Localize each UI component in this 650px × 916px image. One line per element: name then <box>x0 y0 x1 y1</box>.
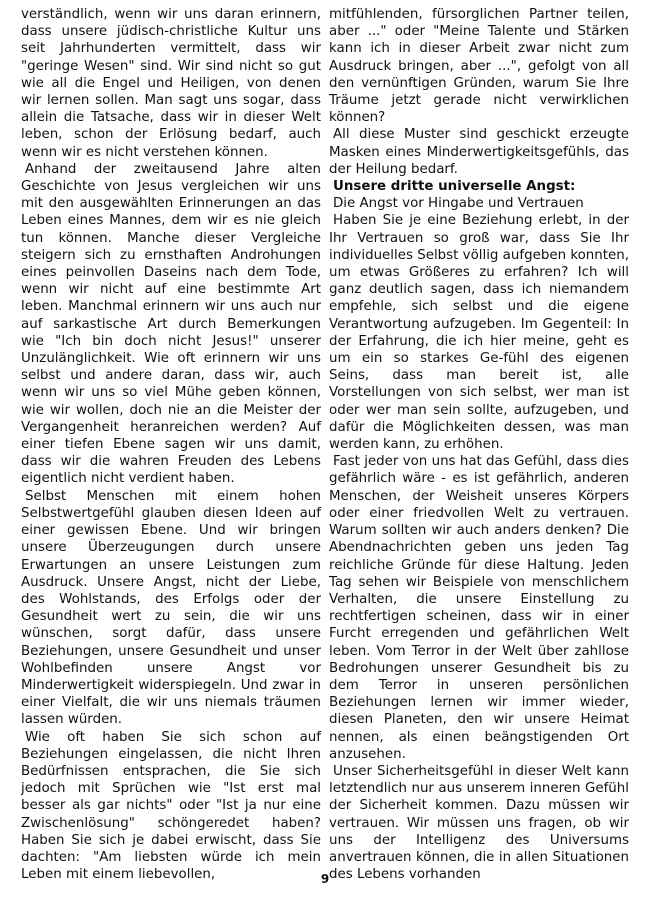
left-column <box>21 6 321 883</box>
section-subheading: Die Angst vor Hingabe und Vertrauen <box>333 196 584 212</box>
body-paragraph: Wie oft haben Sie sich schon auf Beziehungen eingelassen, die nicht Ihren Bedürfnissen entsprachen, die Sie sich jedoch mit Sprüchen wie "Ist erst mal besser als gar nichts" oder "Ist ja nur eine Zwischenlösung" schöngeredet haben? Haben Sie sich je dabei erwischt, dass Sie dachten: "Am liebsten würde ich mein Leben mit einem liebevollen, <box>21 729 321 883</box>
body-paragraph: Anhand der zweitausend Jahre alten Geschichte von Jesus vergleichen wir uns mit den ausgewählten Erinnerungen an das Leben eines Mannes, dem wir es nie gleich tun können. Manche dieser Vergleiche steigern sich zu ernsthaften Androhungen eines peinvollen Daseins nach dem Tode, wenn wir nicht auf eine bestimmte Art leben. Manchmal erinnern wir uns auch nur auf sarkastische Art durch Bemerkungen wie "Ich bin doch nicht Jesus!" unserer Unzulänglichkeit. Wie oft erinnern wir uns selbst und andere daran, dass wir, auch wenn wir uns so viel Mühe geben können, wie wir wollen, doch nie an die Meister der Vergangenheit heranreichen werden? Auf einer tiefen Ebene sagen wir uns damit, dass wir die wahren Freuden des Lebens eigentlich nicht verdient haben. <box>21 161 321 487</box>
page-number: 9 <box>320 872 330 886</box>
body-paragraph: verständlich, wenn wir uns daran erinnern, dass unsere jüdisch-christliche Kultur uns seit Jahrhunderten vermittelt, dass wir "geringe Wesen" sind. Wir sind nicht so gut wie all die Engel und Heiligen, von denen wir lernen sollen. Man sagt uns sogar, dass allein die Tatsache, dass wir in dieser Welt leben, schon der Erlösung bedarf, auch wenn wir es nicht verstehen können. <box>21 7 321 160</box>
body-paragraph: Haben Sie je eine Beziehung erlebt, in der Ihr Vertrauen so groß war, dass Sie Ihr individuelles Selbst völlig aufgeben konnten, um etwas Größeres zu erfahren? Ich will ganz deutlich sagen, dass ich niemandem empfehle, sich selbst und die eigene Verantwortung aufzugeben. Im Gegenteil: In der Erfahrung, die ich hier meine, geht es um ein so starkes Ge-fühl des eigenen Seins, dass man bereit ist, alle Vorstellungen von sich selbst, wer man ist oder wer man sein sollte, aufzugeben, und dafür die Möglichkeiten dessen, was man werden kann, zu erhöhen. <box>329 213 629 453</box>
right-column <box>329 6 629 883</box>
body-paragraph: Fast jeder von uns hat das Gefühl, dass dies gefährlich wäre - es ist gefährlich, anderen Menschen, der Weisheit unseres Körpers oder einer friedvollen Welt zu vertrauen. Warum sollten wir auch anders denken? Die Abendnachrichten geben uns jeden Tag reichliche Gründe für diese Haltung. Jeden Tag sehen wir Beispiele von menschlichem Verhalten, die unsere Einstellung zu rechtfertigen scheinen, dass wir in einer Furcht erregenden und gefährlichen Welt leben. Vom Terror in der Welt über zahllose Bedrohungen unserer Gesundheit bis zu dem Terror in unseren persönlichen Beziehungen lernen wir immer wieder, diesen Planeten, den wir unsere Heimat nennen, als einen beängstigenden Ort anzusehen. <box>329 454 629 762</box>
body-paragraph: Selbst Menschen mit einem hohen Selbstwertgefühl glauben diesen Ideen auf einer gewissen Ebene. Und wir bringen unsere Überzeugungen durch unsere Erwartungen an unsere Leistungen zum Ausdruck. Unsere Angst, nicht der Liebe, des Wohlstands, des Erfolgs oder der Gesundheit wert zu sein, die wir uns wünschen, sorgt dafür, dass unsere Beziehungen, unsere Gesundheit und unser Wohlbefinden unsere Angst vor Minderwertigkeit widerspiegeln. Und zwar in einer Vielfalt, die wir uns niemals träumen lassen würden. <box>21 488 321 728</box>
body-paragraph: All diese Muster sind geschickt erzeugte Masken eines Minderwertigkeitsgefühls, das der Heilung bedarf. <box>329 127 629 177</box>
body-paragraph: Unser Sicherheitsgefühl in dieser Welt kann letztendlich nur aus unserem inneren Gefühl der Sicherheit kommen. Dazu müssen wir vertrauen. Wir müssen uns fragen, ob wir uns der Intelligenz des Universums anvertrauen können, die in allen Situationen des Lebens vorhanden <box>329 763 629 883</box>
body-paragraph: mitfühlenden, fürsorglichen Partner teilen, aber ..." oder "Meine Talente und Stärken kann ich in dieser Arbeit zwar nicht zum Ausdruck bringen, aber ...", gefolgt von all den vernünftigen Gründen, warum Sie Ihre Träume jetzt gerade nicht verwirklichen können? <box>329 7 629 126</box>
section-heading: Unsere dritte universelle Angst: <box>333 179 576 195</box>
